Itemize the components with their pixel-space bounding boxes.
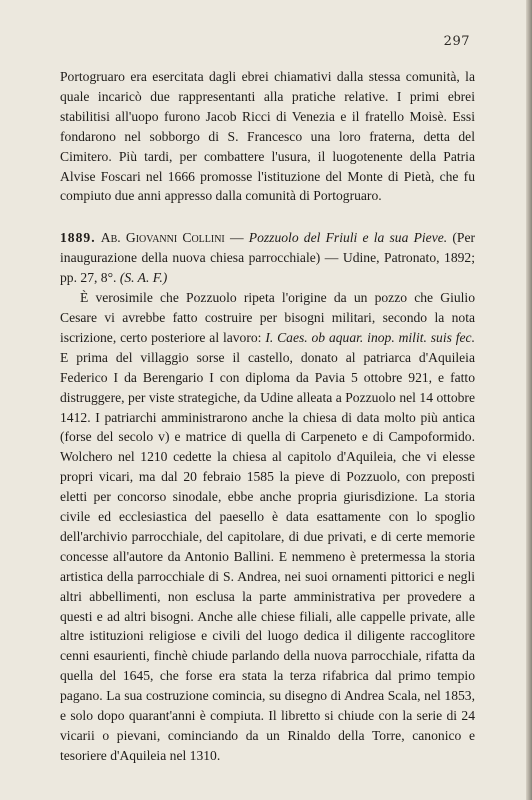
page-number: 297	[443, 34, 470, 49]
paragraph-pozzuolo	[60, 288, 475, 766]
page-edge-shadow	[526, 0, 532, 800]
paragraph-portogruaro: Portogruaro era esercitata dagli ebrei chiamativi dalla stessa comunità, la quale incaricò due rappresentanti alla pratiche relative. I primi ebrei stabilitisi all'uopo furono Jacob Ricci di Venezia e il fratello Moisè. Essi fondarono nel sobborgo di S. Francesco una loro fraterna, detta del Cimitero. Più tardi, per combattere l'usura, il luogotenente della Patria Alvise Foscari nel 1666 promosse l'istituzione del Monte di Pietà, che fu compiuto due anni appresso dalla comunità di Portogruaro.	[60, 69, 475, 204]
paragraph-pozzuolo-part-2: E prima del villaggio sorse il castello, donato al patriarca d'Aquileia Federico I da Berengario I con diploma da Pavia 5 ottobre 921, e fatto distruggere, per viste strategiche, da Udine alleata a Pozzuolo nel 14 ottobre 1412. I patriarchi amministrarono anche la chiesa di data molto più antica (forse del secolo v) e matrice di quella di Carpeneto e di Campoformido. Wolchero nel 1210 cedette la chiesa al capitolo d'Aquileia, che vi elesse propri vicari, ma dal 20 febraio 1585 la pieve di Pozzuolo, con preposti eletti per concorso sinodale, ebbe anche propria giurisdizione. La storia civile ed ecclesiastica del paesello è data esattamente con lo spoglio dell'archivio parrocchiale, del capitolare, di due privati, e di certe memorie concesse all'autore da Antonio Ballini. E nemmeno è pretermessa la storia artistica della parrocchiale di S. Andrea, nei suoi ornamenti pittorici e negli altri abbellimenti, non esclusa la parte amministrativa per provedere a questi e ad altri bisogni. Anche alle chiese filiali, alle cappelle private, alle altre istituzioni religiose e civili del luogo dedica il diligente raccoglitore cenni esaurienti, finchè chiude parlando della nuova parrocchiale, rifatta da quella del 1645, che forse era stata la terza rifabrica dal primo tempio pagano. La sua costruzione comincia, su disegno di Andrea Scala, nel 1853, e solo dopo quarant'anni è compiuta. Il libretto si chiude con la serie di 24 vicarii o pievani, cominciando da un Rinaldo della Torre, canonico e tesoriere d'Aquileia nel 1310.	[60, 349, 475, 763]
entry-title: Pozzuolo del Friuli e la sua Pieve.	[248, 230, 448, 246]
bibliography-entry	[60, 228, 475, 288]
paragraph-pozzuolo-part-1: È verosimile che Pozzuolo ripeta l'origine da un pozzo che Giulio Cesare vi avrebbe fatto costruire per bisogni militari, secondo la nota iscrizione, certo posteriore al lavoro:	[60, 290, 475, 345]
entry-number: 1889.	[60, 230, 96, 246]
entry-signature: (S. A. F.)	[119, 270, 168, 286]
latin-inscription: I. Caes. ob aquar. inop. milit. suis fec.	[265, 329, 475, 345]
entry-dash: —	[224, 230, 249, 246]
entry-author-prefix: Ab.	[100, 230, 121, 246]
entry-author-name: Giovanni Collini	[125, 230, 225, 246]
entry-details: (Per inaugurazione della nuova chiesa parrocchiale) — Udine, Patronato, 1892; pp. 27, 8°.	[60, 230, 476, 286]
page-text	[60, 67, 475, 766]
